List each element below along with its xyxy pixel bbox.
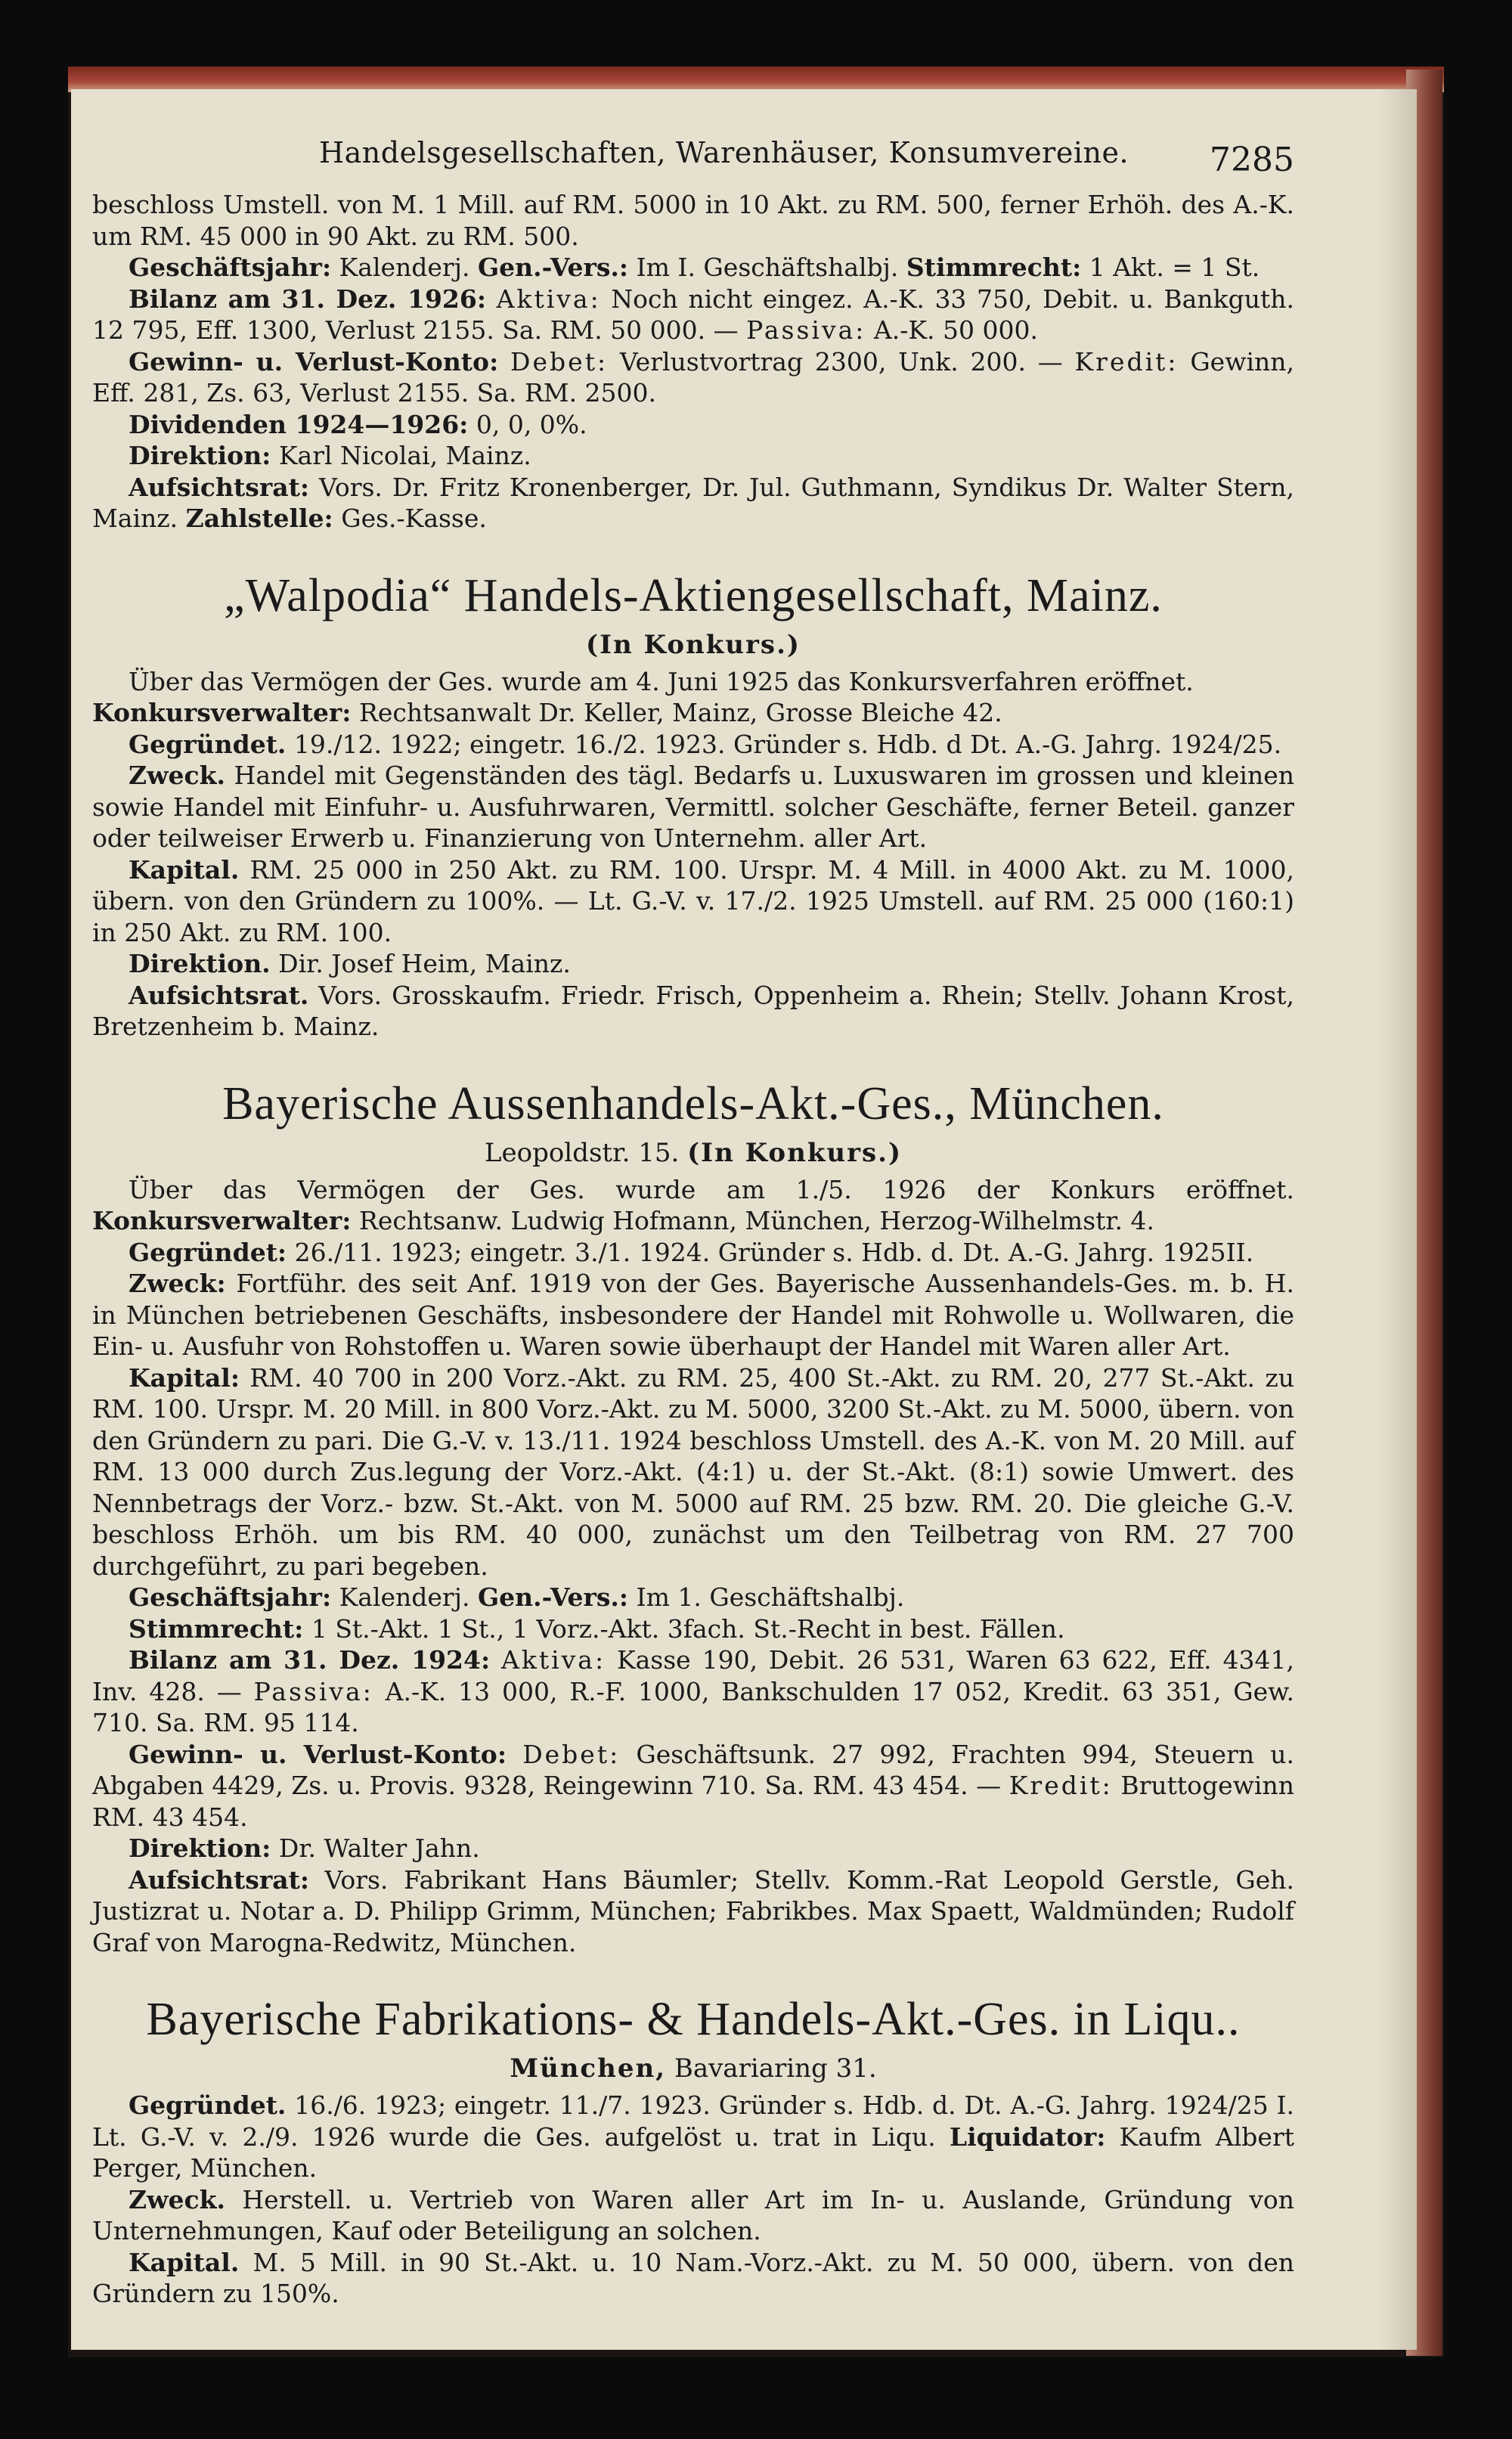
entry-aufsichtsrat: Aufsichtsrat. Vors. Grosskaufm. Friedr. Frisch, Oppenheim a. Rhein; Stellv. Johann Krost, Bretzenheim b. Mainz.: [92, 980, 1294, 1041]
entry-title: „Walpodia“ Handels-Aktiengesellschaft, Mainz.: [224, 569, 1163, 621]
carryover-text: beschloss Umstell. von M. 1 Mill. auf RM. 5000 in 10 Akt. zu RM. 500, ferner Erhöh. des A.-K. um RM. 45 000 in 90 Akt. zu RM. 500.: [92, 190, 1294, 251]
carryover-aufsichtsrat: Aufsichtsrat: Vors. Dr. Fritz Kronenberger, Dr. Jul. Guthmann, Syndikus Dr. Walter Stern, Mainz. Zahlstelle: Ges.-Kasse.: [92, 472, 1294, 533]
book-top-edge: [68, 67, 1444, 92]
entry-intro: Über das Vermögen der Ges. wurde am 1./5. 1926 der Konkurs eröffnet. Konkursverwalter: Rechtsanw. Ludwig Hofmann, München, Herzog-Wilhelmstr. 4.: [92, 1174, 1294, 1235]
entry-stimmrecht: Stimmrecht: 1 St.-Akt. 1 St., 1 Vorz.-Akt. 3fach. St.-Recht in best. Fällen.: [129, 1613, 1065, 1644]
entry-kapital: Kapital. RM. 25 000 in 250 Akt. zu RM. 100. Urspr. M. 4 Mill. in 4000 Akt. zu M. 1000, übern. von den Gründern zu 100%. — Lt. G.-V. v. 17./2. 1925 Umstell. auf RM. 25 000 (160:1) in 250 Akt. zu RM. 100.: [92, 854, 1294, 947]
entry-bayerische-aussenhandels: [92, 1076, 1294, 1959]
entry-kapital: Kapital: RM. 40 700 in 200 Vorz.-Akt. zu RM. 25, 400 St.-Akt. zu RM. 20, 277 St.-Akt. zu RM. 100. Urspr. M. 20 Mill. in 800 Vorz.-Akt. zu M. 5000, 3200 St.-Akt. zu M. 5000, übern. von den Gründern zu pari. Die G.-V. v. 13./11. 1924 beschloss Umstell. des A.-K. von M. 20 Mill. auf RM. 13 000 durch Zus.legung der Vorz.-Akt. (4:1) u. der St.-Akt. (8:1) sowie Umwert. des Nennbetrags der Vorz.- bzw. St.-Akt. von M. 5000 auf RM. 25 bzw. RM. 20. Die gleiche G.-V. beschloss Erhöh. um bis RM. 40 000, zunächst um den Teilbetrag von RM. 27 700 durchgeführt, zu pari begeben.: [92, 1362, 1294, 1581]
carryover-guv: Gewinn- u. Verlust-Konto: Debet: Verlustvortrag 2300, Unk. 200. — Kredit: Gewinn, Eff. 281, Zs. 63, Verlust 2155. Sa. RM. 2500.: [92, 346, 1295, 408]
entry-gegruendet: Gegründet. 19./12. 1922; eingetr. 16./2. 1923. Gründer s. Hdb. d Dt. A.-G. Jahrg. 1924/25.: [129, 729, 1282, 759]
running-title: Handelsgesellschaften, Warenhäuser, Konsumvereine.: [319, 136, 1129, 169]
entry-geschaeftsjahr: Geschäftsjahr: Kalenderj. Gen.-Vers.: Im 1. Geschäftshalbj.: [129, 1582, 905, 1612]
entry-kapital: Kapital. M. 5 Mill. in 90 St.-Akt. u. 10 Nam.-Vorz.-Akt. zu M. 50 000, übern. von den Gründern zu 150%.: [92, 2247, 1294, 2308]
page-number: 7285: [1210, 141, 1294, 179]
entry-address: München, Bavariaring 31.: [510, 2053, 877, 2084]
entry-walpodia: [92, 568, 1294, 1043]
running-head: [92, 136, 1294, 189]
entry-bilanz: Bilanz am 31. Dez. 1924: Aktiva: Kasse 190, Debit. 26 531, Waren 63 622, Eff. 4341, Inv. 428. — Passiva: A.-K. 13 000, R.-F. 1000, Bankschulden 17 052, Kredit. 63 351, Gew. 710. Sa. RM. 95 114.: [92, 1645, 1294, 1737]
entry-bayerische-fabrikations: [92, 1991, 1294, 2310]
carryover-direktion: Direktion: Karl Nicolai, Mainz.: [129, 441, 531, 470]
entry-gegruendet: Gegründet. 16./6. 1923; eingetr. 11./7. 1923. Gründer s. Hdb. d. Dt. A.-G. Jahrg. 1924/25 I. Lt. G.-V. v. 2./9. 1926 wurde die Ges. aufgelöst u. trat in Liqu. Liquidator: Kaufm Albert Perger, München.: [92, 2090, 1294, 2183]
entry-zweck: Zweck: Fortführ. des seit Anf. 1919 von der Ges. Bayerische Aussenhandels-Ges. m. b. H. in München betriebenen Geschäfts, insbesondere der Handel mit Rohwolle u. Wollwaren, die Ein- u. Ausfuhr von Rohstoffen u. Waren sowie überhaupt der Handel mit Waren aller Art.: [92, 1269, 1294, 1361]
entry-title: Bayerische Fabrikations- & Handels-Akt.-Ges. in Liqu..: [146, 1994, 1241, 2045]
page-content: [92, 136, 1294, 2310]
entry-direktion: Direktion: Dr. Walter Jahn.: [129, 1833, 480, 1863]
entry-zweck: Zweck. Handel mit Gegenständen des tägl. Bedarfs u. Luxuswaren im grossen und kleinen sowie Handel mit Einfuhr- u. Ausfuhrwaren, Vermittl. solcher Geschäfte, ferner Beteil. ganzer oder teilweiser Erwerb u. Finanzierung von Unternehm. aller Art.: [92, 761, 1294, 853]
entry-intro: Über das Vermögen der Ges. wurde am 4. Juni 1925 das Konkursverfahren eröffnet.: [129, 666, 1194, 696]
entry-guv: Gewinn- u. Verlust-Konto: Debet: Geschäftsunk. 27 992, Frachten 994, Steuern u. Abgaben 4429, Zs. u. Provis. 9328, Reingewinn 710. Sa. RM. 43 454. — Kredit: Bruttogewinn RM. 43 454.: [92, 1739, 1294, 1832]
book-page: [71, 89, 1417, 2350]
entry-title: Bayerische Aussenhandels-Akt.-Ges., München.: [222, 1077, 1164, 1130]
carryover-dividenden: Dividenden 1924—1926: 0, 0, 0%.: [129, 409, 587, 439]
entry-konkursverwalter: Konkursverwalter: Rechtsanwalt Dr. Keller, Mainz, Grosse Bleiche 42.: [92, 698, 1002, 727]
entry-zweck: Zweck. Herstell. u. Vertrieb von Waren aller Art im In- u. Auslande, Gründung von Unternehmungen, Kauf oder Beteiligung an solchen.: [92, 2184, 1294, 2245]
carryover-bilanz: Bilanz am 31. Dez. 1926: Aktiva: Noch nicht eingez. A.-K. 33 750, Debit. u. Bankguth. 12 795, Eff. 1300, Verlust 2155. Sa. RM. 50 000. — Passiva: A.-K. 50 000.: [92, 284, 1294, 345]
entry-aufsichtsrat: Aufsichtsrat: Vors. Fabrikant Hans Bäumler; Stellv. Komm.-Rat Leopold Gerstle, Geh. Justizrat u. Notar a. D. Philipp Grimm, München; Fabrikbes. Max Spaett, Waldmünden; Rudolf Graf von Marogna-Redwitz, München.: [92, 1864, 1294, 1957]
carryover-entry: [92, 189, 1294, 535]
page-fold-shadow: [1379, 89, 1417, 2350]
entry-status: (In Konkurs.): [585, 629, 801, 660]
entry-address: Leopoldstr. 15. (In Konkurs.): [484, 1137, 903, 1168]
entry-gegruendet: Gegründet: 26./11. 1923; eingetr. 3./1. 1924. Gründer s. Hdb. d. Dt. A.-G. Jahrg. 1925II.: [129, 1237, 1254, 1267]
entry-direktion: Direktion. Dir. Josef Heim, Mainz.: [129, 949, 571, 978]
carryover-meta: Geschäftsjahr: Kalenderj. Gen.-Vers.: Im I. Geschäftshalbj. Stimmrecht: 1 Akt. = 1 St.: [129, 253, 1260, 282]
